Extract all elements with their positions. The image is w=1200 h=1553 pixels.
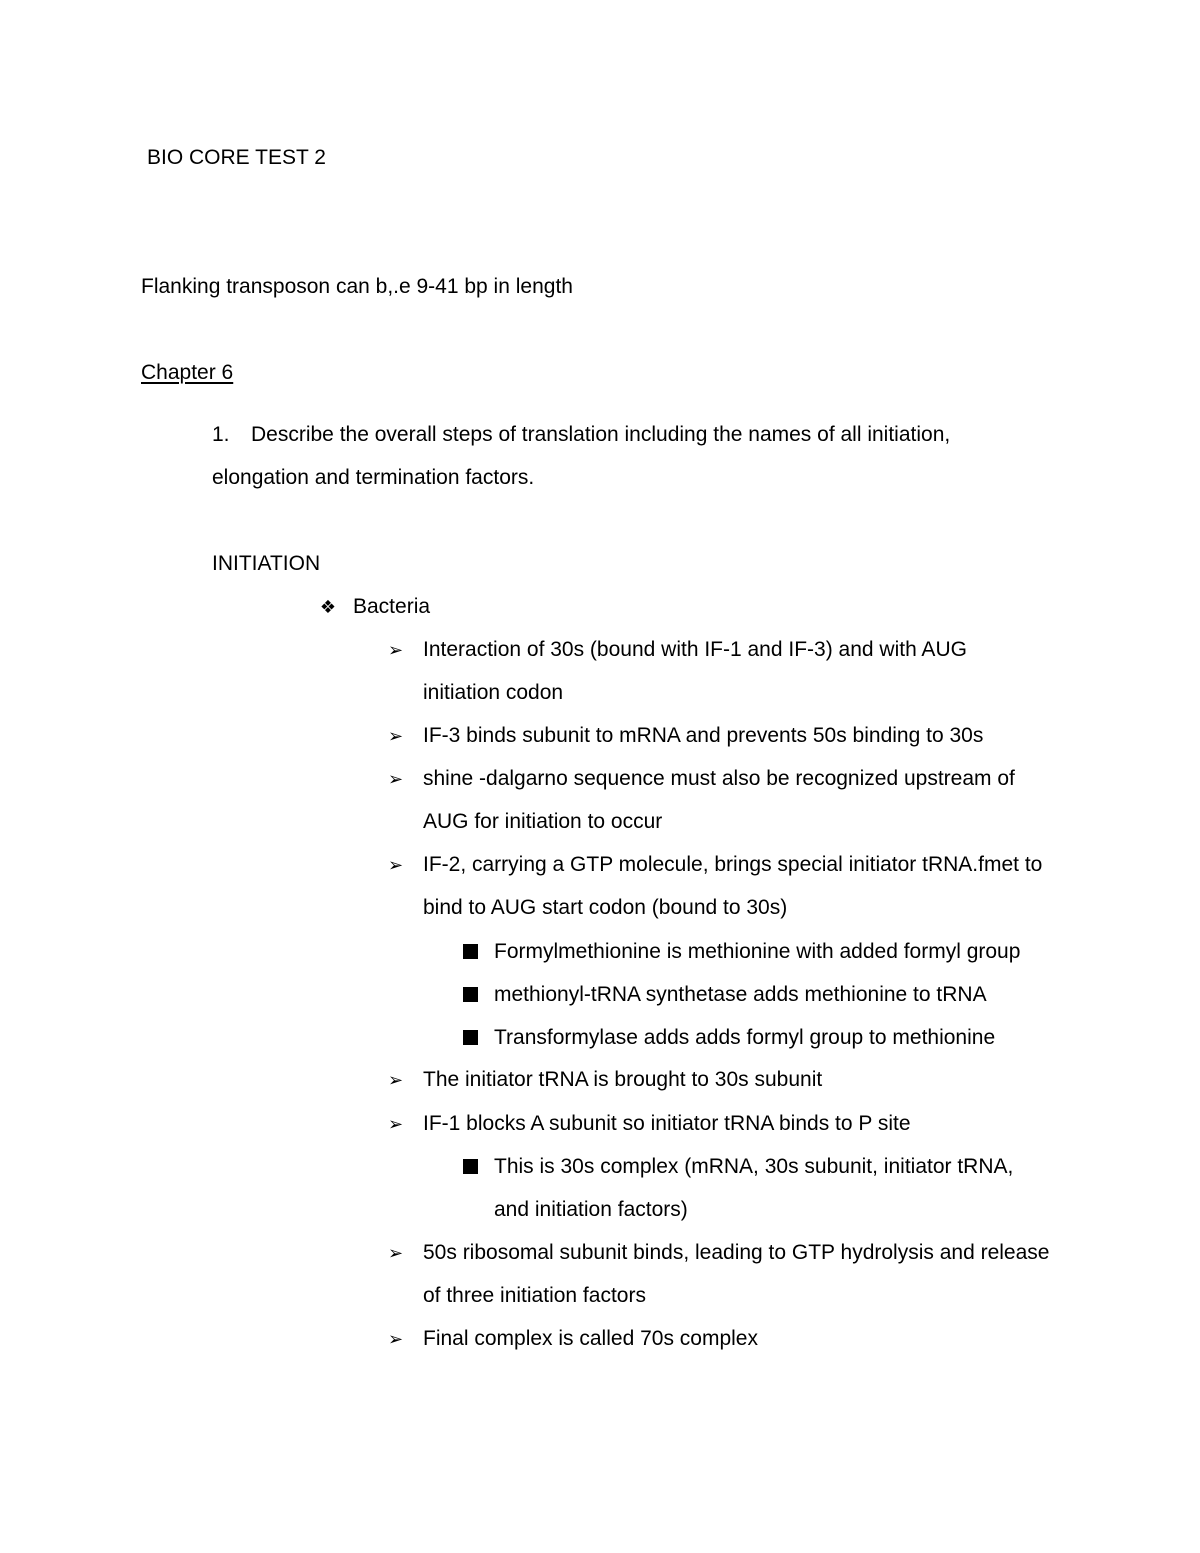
document-title: BIO CORE TEST 2 [147,146,326,169]
square-bullet-icon [463,1025,478,1052]
arrowhead-bullet-icon: ➢ [388,640,404,660]
question-number: 1. [212,423,230,446]
question-line-2: elongation and termination factors. [212,466,535,489]
arrowhead-bullet-icon: ➢ [388,855,404,875]
bullet-line: The initiator tRNA is brought to 30s subunit [423,1068,823,1091]
arrowhead-bullet-icon: ➢ [388,1114,404,1134]
bullet-line: IF-1 blocks A subunit so initiator tRNA binds to P site [423,1112,911,1135]
note-line: Flanking transposon can b,.e 9-41 bp in length [141,275,573,298]
bullet-line: Final complex is called 70s complex [423,1327,758,1350]
arrowhead-bullet-icon: ➢ [388,769,404,789]
arrowhead-bullet-icon: ➢ [388,1070,404,1090]
section-label-initiation: INITIATION [212,552,321,575]
sub-bullet-line: methionyl-tRNA synthetase adds methionine to tRNA [494,983,987,1006]
bullet-line: shine -dalgarno sequence must also be recognized upstream of [423,767,1015,790]
bullet-line-continued: of three initiation factors [423,1284,646,1307]
diamond-bullet-icon: ❖ [319,597,337,617]
arrowhead-bullet-icon: ➢ [388,1329,404,1349]
bullet-line: 50s ribosomal subunit binds, leading to GTP hydrolysis and release [423,1241,1050,1264]
square-bullet-icon [463,939,478,966]
bullet-line: IF-3 binds subunit to mRNA and prevents 50s binding to 30s [423,724,984,747]
arrowhead-bullet-icon: ➢ [388,1243,404,1263]
bullet-line: Interaction of 30s (bound with IF-1 and IF-3) and with AUG [423,638,967,661]
bullet-line: IF-2, carrying a GTP molecule, brings special initiator tRNA.fmet to [423,853,1043,876]
question-line-1: Describe the overall steps of translation including the names of all initiation, [251,423,951,446]
bullet-line-continued: bind to AUG start codon (bound to 30s) [423,896,788,919]
sub-bullet-line-continued: and initiation factors) [494,1198,688,1221]
square-bullet-icon [463,982,478,1009]
arrowhead-bullet-icon: ➢ [388,726,404,746]
sub-bullet-line: Formylmethionine is methionine with added formyl group [494,940,1021,963]
chapter-heading: Chapter 6 [141,361,234,384]
bullet-line-continued: initiation codon [423,681,564,704]
sub-bullet-line: Transformylase adds adds formyl group to methionine [494,1026,996,1049]
sub-bullet-line: This is 30s complex (mRNA, 30s subunit, initiator tRNA, [494,1155,1014,1178]
square-bullet-icon [463,1154,478,1181]
group-label-bacteria: Bacteria [353,595,431,618]
bullet-line-continued: AUG for initiation to occur [423,810,663,833]
